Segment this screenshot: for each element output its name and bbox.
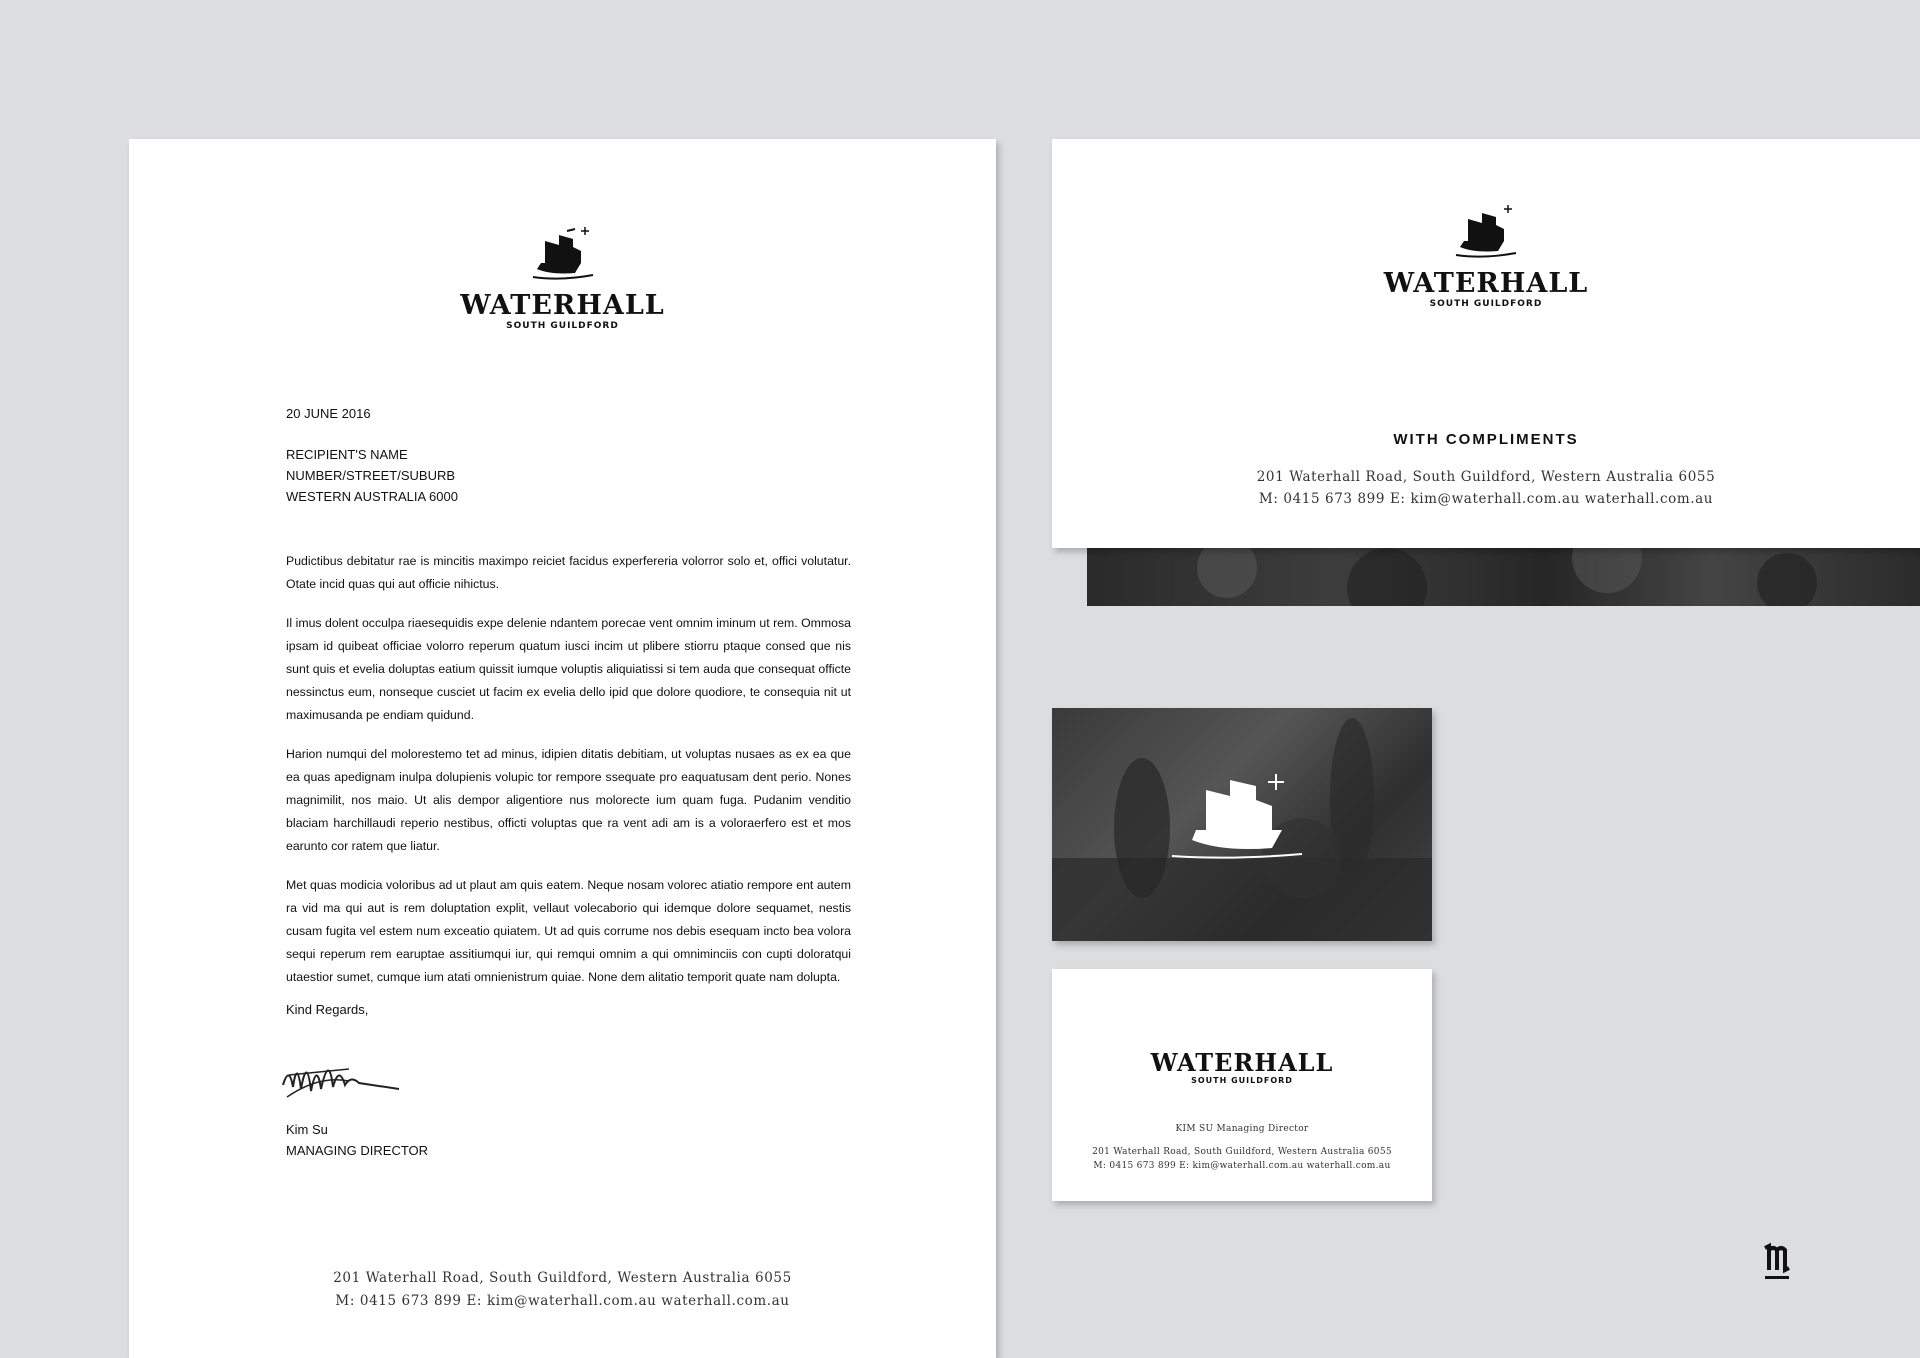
studio-monogram-icon [1763,1242,1791,1282]
recipient-line: RECIPIENT'S NAME [286,447,408,462]
signer-block [286,1119,428,1161]
brand-wordmark: WATERHALL [1150,1048,1334,1077]
signer-name: Kim Su [286,1122,328,1137]
body-paragraph: Il imus dolent occulpa riaesequidis expe delenie ndantem porecae vent omnim iminum ut rem. Ommosa ipsam id quibeat officiae volorro reperum quatum iusci incim ut plibere stiorru ptaque consed que nis sunt quis et evelia doluptas eatium quissit iumque voluptis aliquiatissi si tem auda que consequat officte nessinctus eum, nonseque cusciet ut facim ex evelia dello ipid que dolore quodiore, te consequia nit ut maximusanda pe endiam quidund. [286,616,851,722]
business-card-front [1052,969,1432,1201]
brand-wordmark: WATERHALL [460,290,665,321]
compliments-photo-strip [1087,548,1920,606]
card-contact: M: 0415 673 899 E: kim@waterhall.com.au waterhall.com.au [1093,1161,1391,1171]
compliments-contact: M: 0415 673 899 E: kim@waterhall.com.au waterhall.com.au [1258,491,1714,507]
brand-location: SOUTH GUILDFORD [1191,1076,1293,1085]
ship-logo-icon [531,223,595,285]
brand-location: SOUTH GUILDFORD [506,321,619,331]
compliments-address: 201 Waterhall Road, South Guildford, Western Australia 6055 [1256,469,1716,485]
letter-footer-address: 201 Waterhall Road, South Guildford, Western Australia 6055 [333,1270,792,1286]
letter-closing: Kind Regards, [286,1002,369,1017]
ship-logo-icon [1454,201,1518,263]
star-icon [1268,774,1284,790]
signer-title: MANAGING DIRECTOR [286,1143,429,1158]
card-name-line: KIM SU Managing Director [1175,1124,1309,1134]
body-paragraph: Pudictibus debitatur rae is mincitis maximpo reiciet facidus experfereria volorror solo et, offici volutatur. Otate incid quas qui aut officie nihictus. [286,554,851,591]
card-logo [1052,1048,1432,1085]
letter-body [286,550,851,1005]
letterhead-logo [129,223,996,331]
brand-wordmark: WATERHALL [1383,268,1589,299]
compliments-slip [1052,139,1920,548]
recipient-line: NUMBER/STREET/SUBURB [286,468,456,483]
body-paragraph: Met quas modicia voloribus ad ut plaut am quis eatem. Neque nosam volorec atiatio rempore ent autem ra vid ma qui aut is rem doluptation explit, vellaut volecaborio qui idemque dolore sequamet, nestis cusam fugita vel estem num exceatio quiatem. Ut ad quis corrume nos debis esequam incto bea volora sequi reperum rem earuptae assitiumqui iur, qui remqui omnim a qui omniminciis con cupti doloratqui utaestior sumet, cumque ium atati omnienistrum quiae. None dem alitatio temporit quate nam dolupta. [286,878,851,984]
letter-date: 20 JUNE 2016 [286,406,371,421]
letter-footer-contact: M: 0415 673 899 E: kim@waterhall.com.au waterhall.com.au [335,1293,790,1309]
business-card-back [1052,708,1432,941]
brand-location: SOUTH GUILDFORD [1429,299,1543,309]
signature-icon [279,1045,409,1105]
body-paragraph: Harion numqui del molorestemo tet ad minus, idipien ditatis debitiam, ut voluptas nusaes as ex ea que ea quas apedignam inulpa dolupienis volupic tor rempore ssequate pro eaquatusam dent perio. Nones magnimilit, nos maio. Ut alis dempor aligentiore nus molorecte ium quam fuga. Pudanim venditio blaciam harchillaudi reperio nestibus, officti voluptas que ra vent adi am is a voloraerfero est et mos earunto cor ratem que liatur. [286,747,851,853]
recipient-line: WESTERN AUSTRALIA 6000 [286,489,458,504]
card-address: 201 Waterhall Road, South Guildford, Western Australia 6055 [1092,1147,1392,1157]
recipient-block [286,444,458,507]
compliments-logo [1052,201,1920,309]
letterhead-sheet [129,139,996,1358]
compliments-title: WITH COMPLIMENTS [1393,431,1579,448]
